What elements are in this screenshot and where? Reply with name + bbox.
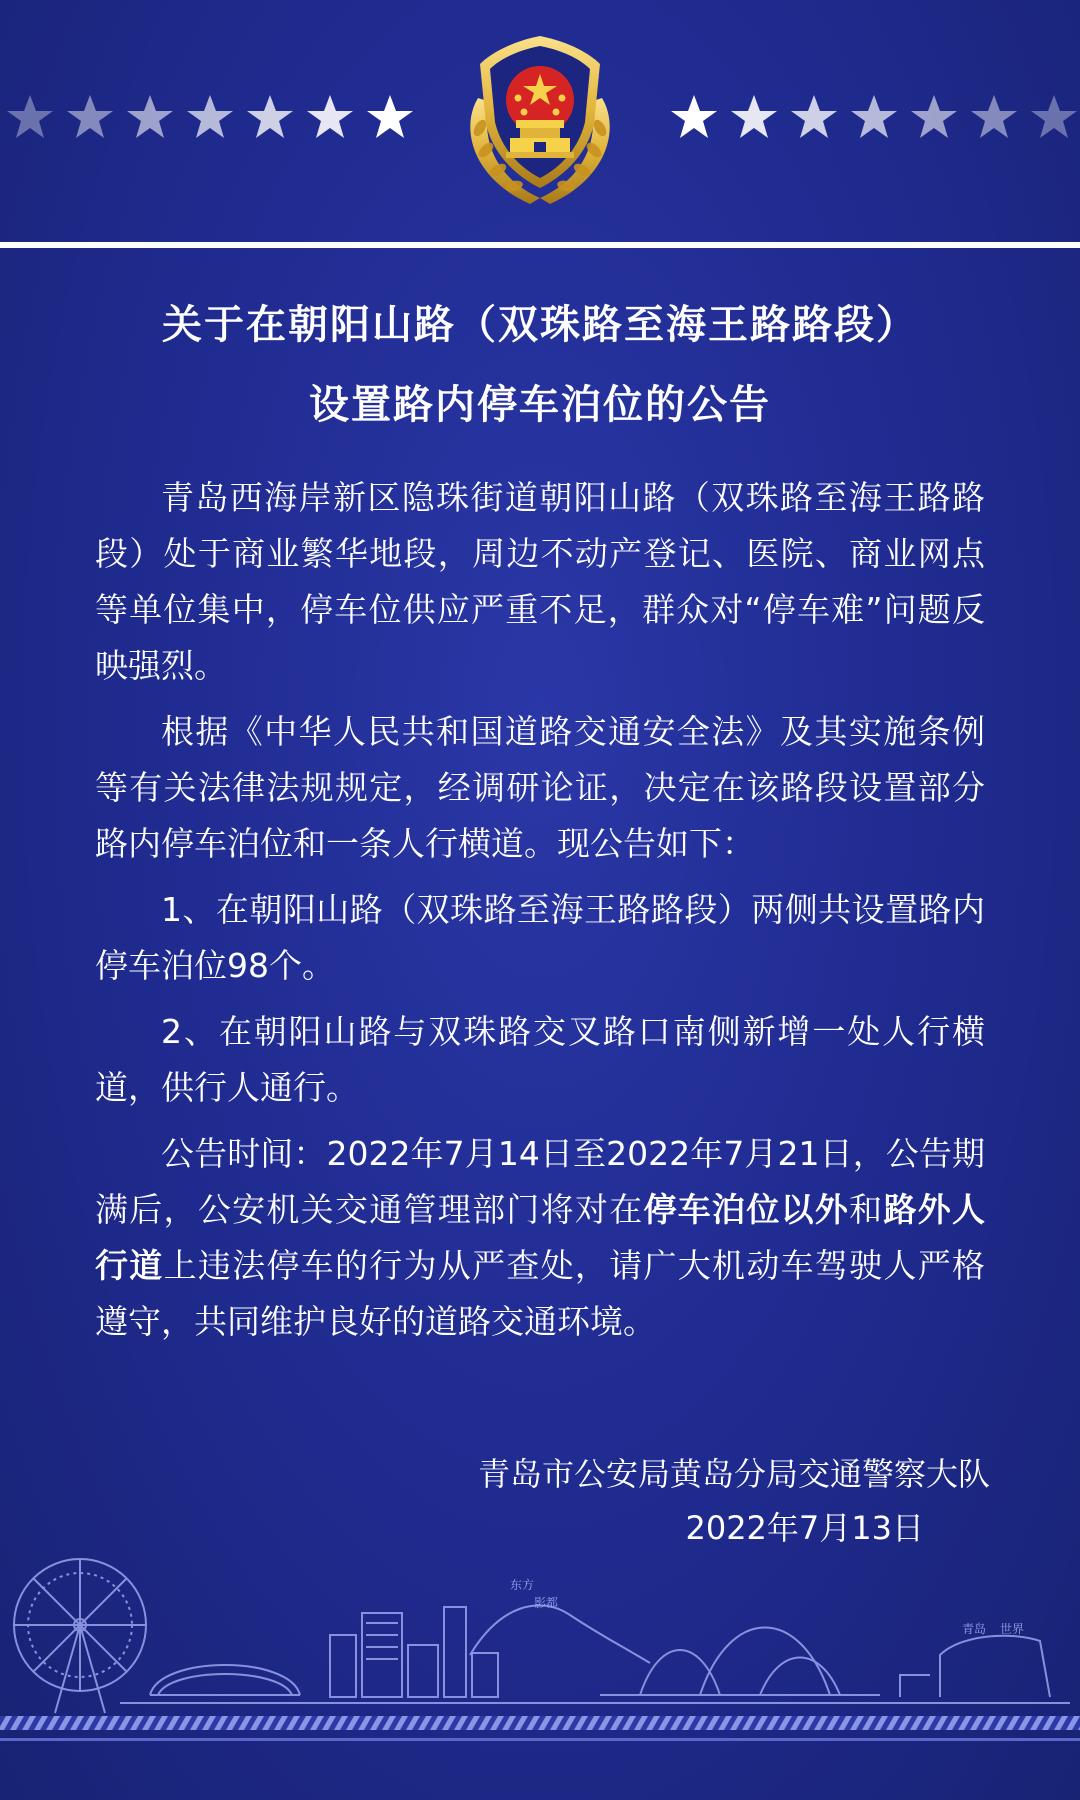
star-icon (788, 92, 840, 144)
star-row-left (4, 92, 416, 148)
star-icon (4, 92, 56, 144)
police-emblem-icon (450, 28, 630, 210)
notice-period-text: 公告时间：2022年7月14日至2022年7月21日，公告期满后，公安机关交通管理部门将对在 (95, 1134, 985, 1229)
star-icon (244, 92, 296, 144)
paragraph-item-2: 2、在朝阳山路与双珠路交叉路口南侧新增一处人行横道，供行人通行。 (95, 1012, 985, 1107)
skyline-label-yingdu: 影都 (534, 1596, 559, 1610)
star-icon (304, 92, 356, 144)
city-skyline-illustration (0, 1545, 1080, 1715)
star-icon (848, 92, 900, 144)
emphasis-parking-outside: 停车泊位以外 (643, 1190, 850, 1229)
emphasis-sidewalk: 路外人行道 (95, 1190, 986, 1285)
header-banner (0, 0, 1080, 245)
notice-period-text-end: 上违法停车的行为从严查处，请广大机动车驾驶人严格遵守，共同维护良好的道路交通环境。 (95, 1246, 986, 1341)
decorative-stripe-band (0, 1716, 1080, 1730)
star-icon (668, 92, 720, 144)
star-icon (728, 92, 780, 144)
star-icon (184, 92, 236, 144)
star-icon (364, 92, 416, 144)
notice-body (95, 470, 985, 1360)
paragraph-notice-period (95, 1126, 985, 1350)
paragraph-basis: 根据《中华人民共和国道路交通安全法》及其实施条例等有关法律法规规定，经调研论证，决定在该路段设置部分路内停车泊位和一条人行横道。现公告如下： (95, 712, 985, 863)
paragraph-item-1: 1、在朝阳山路（双珠路至海王路路段）两侧共设置路内停车泊位98个。 (95, 890, 985, 985)
skyline-label-dongfang: 东方 (510, 1578, 535, 1592)
issuing-authority: 青岛市公安局黄岛分局交通警察大队 (477, 1455, 990, 1493)
star-icon (1028, 92, 1080, 144)
star-row-right (668, 92, 1080, 148)
header-divider (0, 242, 1080, 248)
skyline-label-qingdao: 青岛 (962, 1622, 987, 1636)
notice-title-line2: 设置路内停车泊位的公告 (309, 382, 771, 428)
notice-title-line1: 关于在朝阳山路（双珠路至海王路路段） (162, 302, 918, 348)
issue-date: 2022年7月13日 (685, 1509, 924, 1547)
star-icon (908, 92, 960, 144)
star-icon (64, 92, 116, 144)
star-icon (124, 92, 176, 144)
bottom-divider (0, 1738, 1080, 1741)
star-icon (968, 92, 1020, 144)
paragraph-background: 青岛西海岸新区隐珠街道朝阳山路（双珠路至海王路路段）处于商业繁华地段，周边不动产登记、医院、商业网点等单位集中，停车位供应严重不足，群众对“停车难”问题反映强烈。 (95, 478, 985, 685)
skyline-label-shijie: 世界 (1000, 1622, 1025, 1636)
notice-period-text-and: 和 (849, 1190, 884, 1229)
